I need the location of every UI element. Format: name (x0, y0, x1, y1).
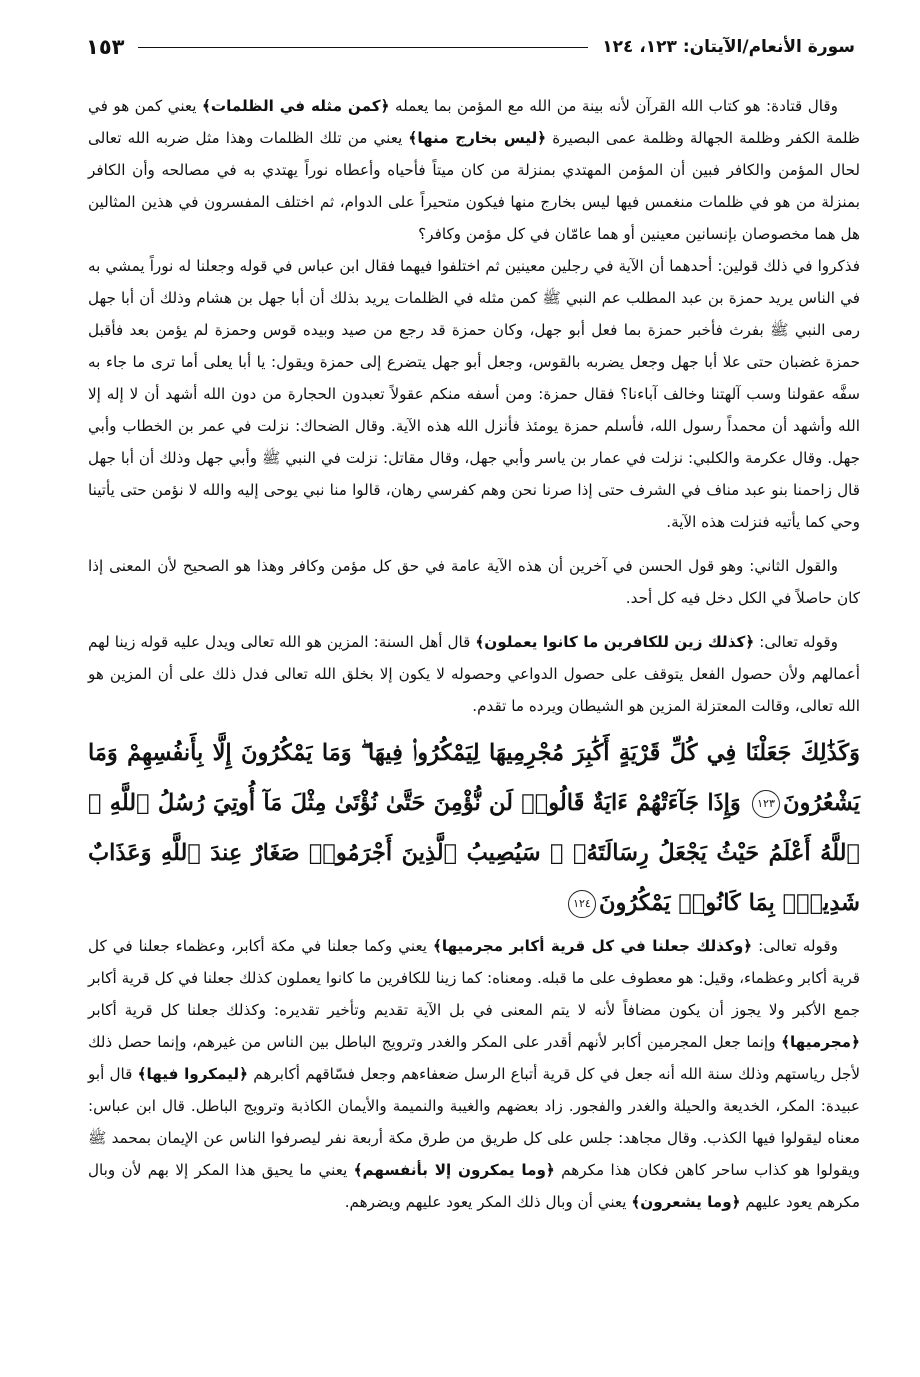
quran-verses-block (88, 728, 860, 928)
verse-number-marker: ١٢٣ (752, 790, 780, 818)
page-header (86, 30, 855, 64)
quran-quote: ﴿كمن مثله في الظلمات﴾ (201, 97, 390, 115)
paragraph-text: يعني وكما جعلنا في مكة أكابر، وعظماء جعلنا في كل قرية أكابر وعظماء، وقيل: هو معطوف على ما قبله. ومعناه: كما زينا للكافرين ما كانوا يعملون كذلك جعلنا في كل قرية أكابر جمع الأكبر ولا يجوز أن يكون مضافاً لأنه لا يتم المعنى في بل الآية تقديم وتأخير تقديره: وكذلك جعلنا كل قرية أكابر (88, 937, 860, 1019)
paragraph-text: يعني من تلك الظلمات وهذا مثل ضربه الله تعالى لحال المؤمن والكافر فبين أن المؤمن المهتدي بمنزلة من كان ميتاً فأحياه وأعطاه نوراً يهتدي به في مصالحه وأن الكافر بمنزلة من هو في ظلمات منغمس فيها ليس بخارج منها فيكون متحيراً على الدوام، ثم اختلف المفسرون في هذين المثالين هل هما مخصوصان بإنسانين معينين أو هما عامّان في كل مؤمن وكافر؟ (88, 129, 860, 243)
quran-quote: ﴿وما يمكرون إلا بأنفسهم﴾ (353, 1161, 555, 1179)
paragraph-text: وإنما جعل المجرمين أكابر لأنهم أقدر على المكر والغدر وترويج الباطل بين الناس من غيرهم، وإنما حصل ذلك لأجل رياستهم وذلك سنة الله أنه جعل في كل قرية أتباع الرسل ضعفاءهم وجعل فسّاقهم أكابرهم (88, 1033, 861, 1083)
paragraph-text: قال أبو عبيدة: المكر، الخديعة والحيلة والغدر والفجور. زاد بعضهم والغيبة والنميمة والأيمان الكاذبة وترويج الباطل. قال ابن عباس: معناه ليقولوا فيها الكذب. وقال مجاهد: جلس على كل طريق من طرق مكة أربعة نفر ليصرفوا الناس عن الإيمان بمحمد ﷺ ويقولوا هو كذاب ساحر كاهن فكان هذا مكرهم (88, 1065, 861, 1179)
paragraph-second-opinion: والقول الثاني: وهو قول الحسن في آخرين أن هذه الآية عامة في حق كل مؤمن وكافر وهذا هو الصحيح لأن المعنى إذا كان حاصلاً في الكل دخل فيه كل أحد. (88, 557, 860, 607)
running-title: سورة الأنعام/الآيتان: ١٢٣، ١٢٤ (602, 37, 855, 57)
paragraph-two-opinions: فذكروا في ذلك قولين: أحدهما أن الآية في رجلين معينين ثم اختلفوا فيهما فقال ابن عباس في قوله وجعلنا له نوراً يمشي به في الناس يريد حمزة بن عبد المطلب عم النبي ﷺ كمن مثله في الظلمات يريد بذلك أن أبا جهل بن هشام وذلك أن أبا جهل رمى النبي ﷺ بفرث فأخبر حمزة بما فعل أبو جهل، وكان حمزة قد رجع من صيد وبيده قوس وحمزة لم يؤمن بعد فأقبل حمزة غضبان حتى علا أبا جهل وجعل يضربه بالقوس، وجعل أبو جهل يتضرع إلى حمزة ويقول: يا أبا يعلى أما ترى ما جاء به سفَّه عقولنا وسب آلهتنا وخالف آباءنا؟ فقال حمزة: ومن أسفه منكم عقولاً تعبدون الحجارة من دون الله أشهد أن لا إله إلا الله وأشهد أن محمداً رسول الله، فأسلم حمزة يومئذ فأنزل الله هذه الآية. وقال الضحاك: نزلت في عمر بن الخطاب وأبي جهل. وقال عكرمة والكلبي: نزلت في عمار بن ياسر وأبي جهل، وقال مقاتل: نزلت في النبي ﷺ وأبي جهل وذلك أن أبا جهل قال زاحمنا بنو عبد مناف في الشرف حتى إذا صرنا نحن وهم كفرسي رهان، قالوا منا نبي يوحى إليه والله لا نؤمن حتى يأتينا وحي كما يأتيه فنزلت هذه الآية. (88, 257, 860, 531)
paragraph-text: يعني كمن هو في ظلمة الكفر وظلمة الجهالة وظلمة عمى البصيرة (88, 97, 860, 147)
paragraph-great-criminals (88, 930, 860, 1218)
quran-quote: ﴿ليس بخارج منها﴾ (408, 129, 547, 147)
quran-quote: ﴿كذلك زين للكافرين ما كانوا يعملون﴾ (475, 633, 755, 651)
quran-quote: ﴿وكذلك جعلنا في كل قرية أكابر مجرميها﴾ (433, 937, 753, 955)
paragraph-text: يعني أن وبال ذلك المكر يعود عليهم ويضرهم. (344, 1193, 632, 1211)
paragraph-text: وقوله تعالى: (754, 633, 839, 651)
header-rule (138, 47, 588, 48)
quran-quote: ﴿مجرميها﴾ (781, 1033, 860, 1051)
verse-number-marker: ١٢٤ (568, 890, 596, 918)
paragraph-qatada (88, 90, 860, 250)
quran-quote: ﴿وما يشعرون﴾ (631, 1193, 741, 1211)
paragraph-text: يعني ما يحيق هذا المكر إلا بهم لأن وبال مكرهم يعود عليهم (88, 1161, 860, 1211)
verse-123: وَكَذَٰلِكَ جَعَلْنَا فِي كُلِّ قَرْيَةٍ أَكَٰبِرَ مُجْرِمِيهَا لِيَمْكُرُوا۟ فِيهَا ۖ وَمَا يَمْكُرُونَ إِلَّا بِأَنفُسِهِمْ وَمَا يَشْعُرُونَ (88, 740, 861, 816)
paragraph-text: وقوله تعالى: (752, 937, 838, 955)
verse-124: وَإِذَا جَآءَتْهُمْ ءَايَةٌ قَالُوا۟ لَن نُّؤْمِنَ حَتَّىٰ نُؤْتَىٰ مِثْلَ مَآ أُوتِيَ رُسُلُ ٱللَّهِ ۘ ٱللَّهُ أَعْلَمُ حَيْثُ يَجْعَلُ رِسَالَتَهُۥ ۗ سَيُصِيبُ ٱلَّذِينَ أَجْرَمُوا۟ صَغَارٌ عِندَ ٱللَّهِ وَعَذَابٌ شَدِيدٌۢ بِمَا كَانُوا۟ يَمْكُرُونَ (88, 790, 860, 916)
quran-quote: ﴿ليمكروا فيها﴾ (137, 1065, 248, 1083)
paragraph-text: قال أهل السنة: المزين هو الله تعالى ويدل عليه قوله زينا لهم أعمالهم ولأن حصول الفعل يتوقف على حصول الدواعي وحصوله لا يكون إلا بخلق الله تعالى فدل ذلك على أن المزين هو الله تعالى، وقالت المعتزلة المزين هو الشيطان ويرده ما تقدم. (88, 633, 860, 715)
paragraph-text: وقال قتادة: هو كتاب الله القرآن لأنه بينة من الله مع المؤمن بما يعمله (389, 97, 839, 115)
page-number: ١٥٣ (86, 35, 125, 59)
commentary-body (88, 90, 860, 1218)
paragraph-adornment (88, 626, 860, 722)
